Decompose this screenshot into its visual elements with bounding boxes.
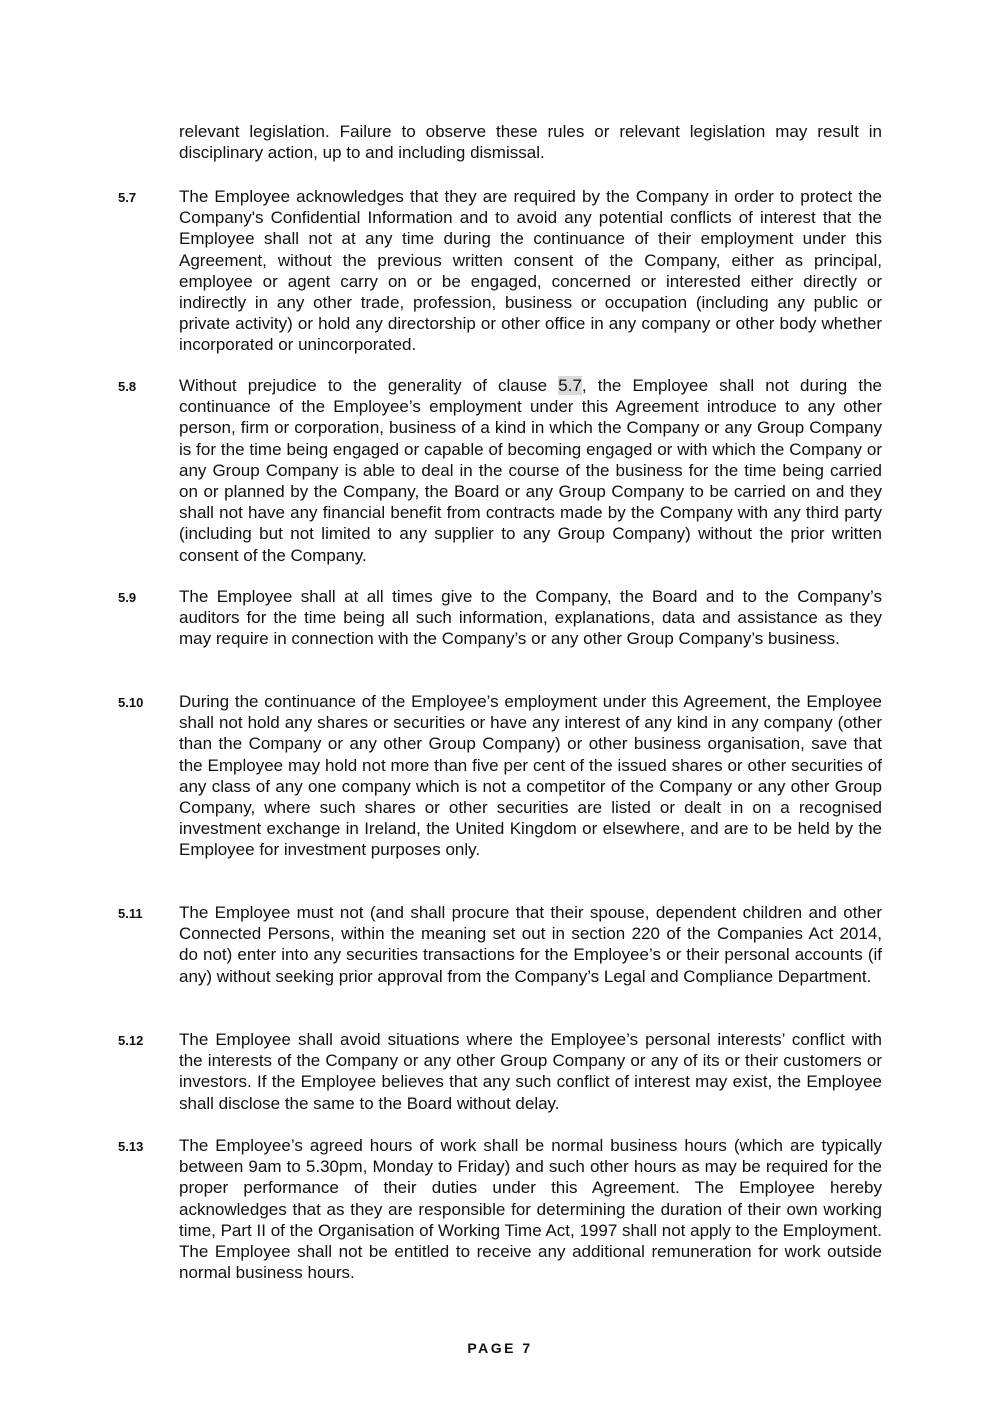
- continuation-paragraph: relevant legislation. Failure to observe these rules or relevant legislation may result in disciplinary action, up to and including dismissal.: [179, 122, 882, 163]
- clause-text-after: , the Employee shall not during the continuance of the Employee’s employment under this Agreement introduce to any other person, firm or corporation, business of a kind in which the Company or any Group Company is for the time being engaged or capable of becoming engaged or with which the Company or any Group Company is able to deal in the course of the business for the time being carried on or planned by the Company, the Board or any Group Company to be carried on and they shall not have any financial benefit from contracts made by the Company with any third party (including but not limited to any supplier to any Group Company) without the prior written consent of the Company.: [179, 376, 882, 565]
- clause-number: 5.12: [118, 1033, 144, 1048]
- clause-number: 5.8: [118, 379, 137, 394]
- clause-text: The Employee shall at all times give to the Company, the Board and to the Company’s auditors for the time being all such information, explanations, data and assistance as they may require in connection with the Company’s or any other Group Company’s business.: [179, 587, 882, 649]
- clause-text-before: Without prejudice to the generality of clause: [179, 376, 559, 395]
- clause-text: The Employee must not (and shall procure that their spouse, dependent children and other Connected Persons, within the meaning set out in section 220 of the Companies Act 2014, do not) enter into any securities transactions for the Employee’s or their personal accounts (if any) without seeking prior approval from the Company’s Legal and Compliance Department.: [179, 903, 882, 986]
- clause-text: The Employee shall avoid situations where the Employee’s personal interests’ conflict with the interests of the Company or any other Group Company or any of its or their customers or investors. If the Employee believes that any such conflict of interest may exist, the Employee shall disclose the same to the Board without delay.: [179, 1030, 882, 1113]
- clause-number: 5.11: [118, 906, 143, 921]
- clause-text: [179, 375, 882, 566]
- clause-text: The Employee acknowledges that they are required by the Company in order to protect the Company's Confidential Information and to avoid any potential conflicts of interest that the Employee shall not at any time during the continuance of their employment under this Agreement, without the previous written consent of the Company, either as principal, employee or agent carry on or be engaged, concerned or interested either directly or indirectly in any other trade, profession, business or occupation (including any public or private activity) or hold any directorship or other office in any company or other body whether incorporated or unincorporated.: [179, 187, 882, 355]
- clause-text: The Employee’s agreed hours of work shall be normal business hours (which are typically between 9am to 5.30pm, Monday to Friday) and such other hours as may be required for the proper performance of their duties under this Agreement. The Employee hereby acknowledges that as they are responsible for determining the duration of their own working time, Part II of the Organisation of Working Time Act, 1997 shall not apply to the Employment. The Employee shall not be entitled to receive any additional remuneration for work outside normal business hours.: [179, 1136, 882, 1283]
- clause-number: 5.13: [118, 1139, 144, 1154]
- clause-number: 5.7: [118, 190, 137, 205]
- clause-number: 5.10: [118, 695, 144, 710]
- clause-text: During the continuance of the Employee’s employment under this Agreement, the Employee shall not hold any shares or securities or have any interest of any kind in any company (other than the Company or any other Group Company) or other business organisation, save that the Employee may hold not more than five per cent of the issued shares or other securities of any class of any one company which is not a competitor of the Company or any other Group Company, where such shares or other securities are listed or dealt in on a recognised investment exchange in Ireland, the United Kingdom or elsewhere, and are to be held by the Employee for investment purposes only.: [179, 692, 882, 860]
- clause-cross-reference-link[interactable]: 5.7: [558, 376, 582, 395]
- page-number-footer: PAGE 7: [467, 1340, 533, 1356]
- clause-number: 5.9: [118, 590, 137, 605]
